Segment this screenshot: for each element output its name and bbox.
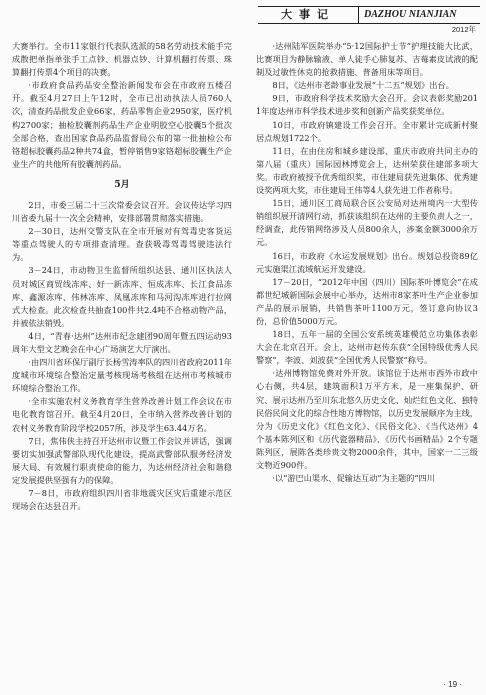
paragraph: ·由四川省环保厅副厅长杨雪涛率队的四川省政府2011年度城市环境综合整治定量考核现场考核组在达州市考核城市环境综合整治工作。 bbox=[12, 357, 232, 394]
right-column bbox=[256, 40, 478, 485]
paragraph: 15日，通川区工商局联合区公安局对达州境内一大型传销组织展开清网行动，抓获该组织在达州的主要负责人之一，经调查，此传销网络涉及人员800余人，涉案金额3000余万元。 bbox=[256, 198, 478, 248]
running-header bbox=[258, 6, 480, 24]
header-year: 2012年 bbox=[451, 25, 476, 34]
paragraph: 7日，焦伟侠主持召开达州市议暨工作会议并讲话，强调要切实加强武警部队现代化建设，提高武警部队服务经济发展大局、有效履行职责使命的能力，为达州经济社会和谐稳定发展提供坚强有力的保障。 bbox=[12, 435, 232, 485]
paragraph: 2日，市委三届二十三次常委会议召开。会议传达学习四川省委九届十一次全会精神，安排部署贯彻落实措施。 bbox=[12, 199, 232, 224]
page-number: · 19 · bbox=[443, 680, 462, 689]
section-title: 大事记 bbox=[258, 7, 359, 23]
paragraph: ·全市实施农村义务教育学生营养改善计划工作会议在市电化教育馆召开。截至4月20日，全市纳入营养改善计划的农村义务教育阶段学校2057所，涉及学生63.44万名。 bbox=[12, 396, 232, 433]
paragraph: ·达州陆军医院举办“5·12国际护士节”护理技能大比武，比赛项目为静脉输液、单人徒手心肺复苏、吉莓素皮试液的配制及过敏性休克的抢救措施、普备用床等项目。 bbox=[256, 41, 478, 78]
paragraph: 大赛举行。全市11家银行代表队选派的58名劳动技术能手完成散把单指单张手工点钞、机器点钞、计算机翻打传票、珠算翻打传票4个项目的决赛。 bbox=[12, 41, 232, 78]
paragraph: 3－24日，市动物卫生监督所组织达县、通川区执法人员对城区商贸线冻库、好一新冻库、恒成冻库、长江食品冻库、鑫源冻库、伟林冻库、凤凰冻库和马河沟冻库进行拉网式大检查。此次检查共抽查100件共2.4吨不合格动物产品，并被依法销毁。 bbox=[12, 265, 232, 328]
paragraph: 2－30日，达州交警支队在全市开展对有驾毒史客货运等重点驾驶人的专项排查清理。查获吸毒驾毒驾驶违法行为。 bbox=[12, 226, 232, 263]
paragraph: 8日，《达州市老龄事业发展“十二五”规划》出台。 bbox=[272, 80, 454, 91]
paragraph: 10日，市政府镇建设工作会召开。全市累计完成新村聚居点规划1722个。 bbox=[256, 119, 478, 143]
paragraph: 16日，市政府《水运发展规划》出台。规划总投资89亿元实施渠江流域航运开发建设。 bbox=[256, 250, 478, 274]
paragraph: ·以“游巴山渠水、促输达互动”为主题的“四川 bbox=[272, 473, 435, 484]
paragraph: 11日，在由住房和城乡建设部、重庆市政府共同主办的第八届（重庆）国际园林博览会上，达州荣获住建部多项大奖。市政府被授予优秀组织奖，市住建局获先进集体、优秀建设奖两项大奖，市住建局王伟等4人获先进工作者称号。 bbox=[256, 145, 478, 196]
left-column bbox=[12, 40, 232, 513]
paragraph: 17－20日，“2012年中国（四川）国际茶叶博览会”在成都世纪城新国际会展中心举办，达州市8家茶叶生产企业参加产品的展示展销，共销售茶叶1100万元，签订意向协议3份，总价值5000万元。 bbox=[256, 276, 478, 326]
paragraph: 18日，五年一届的全国公安系统英雄模范立功集体表彰大会在北京召开。会上，达州市赵传东获“全国特级优秀人民警察”，李波、刘波获“全国优秀人民警察”称号。 bbox=[256, 329, 478, 366]
paragraph: ·市政府食品药品安全整治新闻发布会在市政府五楼召开。截至4月27日上午12时，全市已出动执法人员760人次，清查药品批发企业66家，药品零售企业2950家，医疗机构2700家；抽检胶囊剂药品生产企业明胶空心胶囊5个批次全部合格，查出国家食品药品监督局公布的第一批抽检公布铬超标胶囊药品2种共74盒，暂停销售9家铬超标胶囊生产企业生产的共他所有胶囊剂药品。 bbox=[12, 80, 232, 169]
paragraph: 7－8日，市政府组织四川省非地震灾区灾后重建示范区现场会在达县召开。 bbox=[12, 488, 232, 512]
paragraph: 4日，“青春·达州”达州市纪念建团90周年暨五四运动93周年大型文艺晚会在中心广场演艺大厅演出。 bbox=[12, 330, 232, 354]
paragraph: ·达州博物馆免费对外开放。该馆位于达州市西外市政中心右侧，共4层，建筑面积1万平方米，是一座集保护、研究、展示达州乃至川东北悠久历史文化、灿烂红色文化、独特民俗民间文化的综合性地方博物馆，以历史发展顺序为主线，分为《历史文化》《红色文化》、《民俗文化》、《当代达州》4个基本陈列区和《历代瓷器精品》、《历代书画精品》2个专题陈列区，展陈各类珍贵文物2000余件，其中，国家一二三级文物近900件。 bbox=[256, 368, 478, 470]
month-heading: 5月 bbox=[114, 179, 130, 190]
paragraph: 9日，市政府科学技术奖励大会召开。会议表彰奖励2011年度达州市科学技术进步奖和创新产品奖获奖单位。 bbox=[256, 93, 478, 117]
yearbook-title: DAZHOU NIANJIAN bbox=[364, 9, 457, 20]
